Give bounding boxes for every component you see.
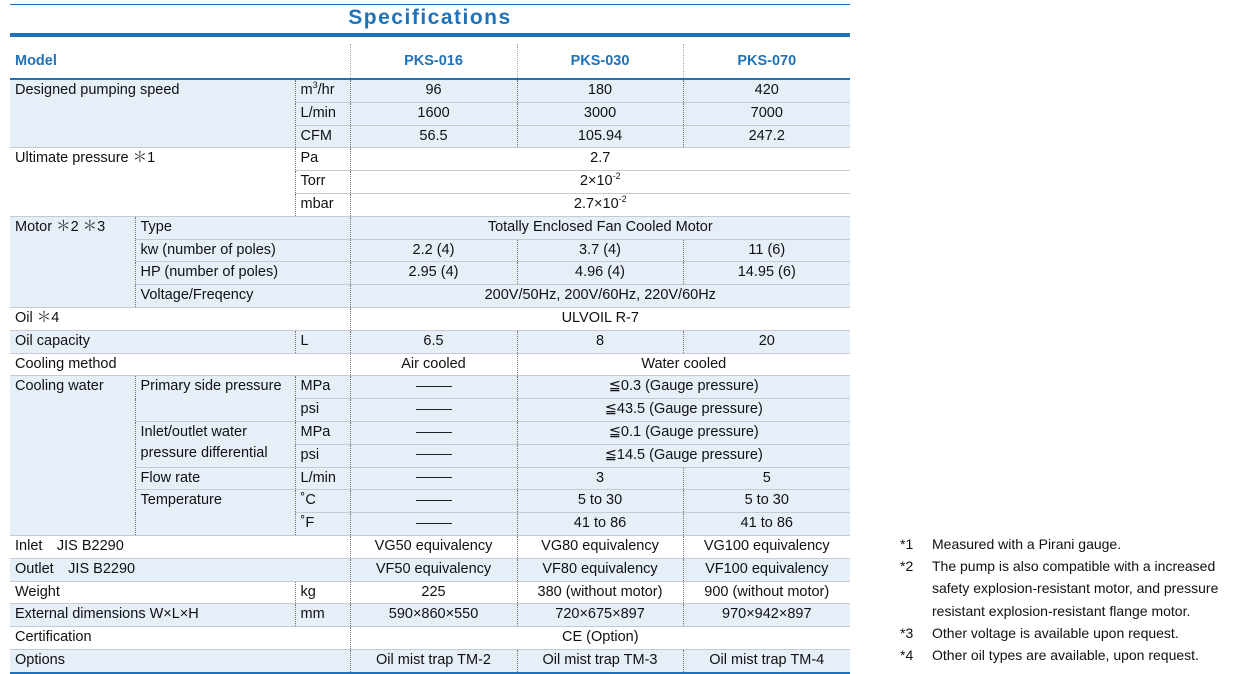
value-cell: Air cooled [350, 353, 517, 376]
footnote-text: Other voltage is available upon request. [932, 624, 1179, 641]
value-cell: ≦0.3 (Gauge pressure) [517, 376, 850, 399]
unit-cell: psi [295, 399, 350, 422]
dash-mark [416, 523, 452, 524]
value-cell: 2.2 (4) [350, 239, 517, 262]
dash-mark [416, 454, 452, 455]
value-cell: 3.7 (4) [517, 239, 683, 262]
value-cell: 590×860×550 [350, 604, 517, 627]
unit-cell: ˚F [295, 513, 350, 536]
row-label-certification: Certification [10, 627, 350, 650]
table-row [10, 490, 850, 513]
footnote-key: *2 [900, 558, 914, 575]
dash-mark [416, 409, 452, 410]
value-cell: 5 [683, 467, 850, 490]
table-row [10, 649, 850, 672]
row-label-inlet: Inlet JIS B2290 [10, 535, 350, 558]
unit-cell: $m^3/hr$ [295, 79, 350, 102]
table-row [10, 558, 850, 581]
sub-label: kw (number of poles) [135, 239, 350, 262]
value-cell: 96 [350, 79, 517, 102]
row-label-external-dimensions: External dimensions W×L×H [10, 604, 295, 627]
footnote-key: *3 [900, 624, 914, 641]
value-cell: 8 [517, 330, 683, 353]
value-cell: 900 (without motor) [683, 581, 850, 604]
dash-mark [416, 477, 452, 478]
value-cell: 105.94 [517, 125, 683, 148]
table-row [10, 581, 850, 604]
sub-label: Primary side pressure [135, 376, 295, 422]
value-cell: 2.95 (4) [350, 262, 517, 285]
row-label-oil: Oil ＊4 [10, 307, 350, 330]
dash-cell [350, 376, 517, 399]
value-cell: 420 [683, 79, 850, 102]
dash-mark [416, 500, 452, 501]
value-cell: VF50 equivalency [350, 558, 517, 581]
unit-cell: mm [295, 604, 350, 627]
unit-cell: CFM [295, 125, 350, 148]
footnote-key: *4 [900, 647, 914, 664]
title-top-rule [10, 4, 850, 5]
value-cell: Water cooled [517, 353, 850, 376]
row-label-ultimate-pressure: Ultimate pressure ＊1 [10, 148, 295, 216]
value-cell: 3 [517, 467, 683, 490]
table-row [10, 262, 850, 285]
sub-label: Type [135, 216, 350, 239]
spec-table [10, 44, 850, 674]
value-cell: 247.2 [683, 125, 850, 148]
value-cell: 56.5 [350, 125, 517, 148]
value-cell: VG80 equivalency [517, 535, 683, 558]
footnote-text: The pump is also compatible with a increased safety explosion-resistant motor, and pressure resistant explosion-resistant flange motor. [932, 558, 1219, 619]
value-cell: 5 to 30 [517, 490, 683, 513]
value-cell: 4.96 (4) [517, 262, 683, 285]
unit-cell: mbar [295, 193, 350, 216]
row-label-oil-capacity: Oil capacity [10, 330, 295, 353]
value-cell: 11 (6) [683, 239, 850, 262]
footnote-key: *1 [900, 536, 914, 552]
dash-cell [350, 421, 517, 444]
table-row [10, 239, 850, 262]
value-cell: Oil mist trap TM-4 [683, 649, 850, 672]
unit-cell: L/min [295, 467, 350, 490]
sub-label: Flow rate [135, 467, 295, 490]
row-label-pumping-speed: Designed pumping speed [10, 79, 295, 148]
value-cell: 6.5 [350, 330, 517, 353]
table-row [10, 148, 850, 171]
title-bottom-rule [10, 33, 850, 37]
table-row [10, 330, 850, 353]
table-row [10, 421, 850, 444]
value-cell: Totally Enclosed Fan Cooled Motor [350, 216, 850, 239]
dash-cell [350, 467, 517, 490]
dash-mark [416, 386, 452, 387]
sub-label: Voltage/Freqency [135, 285, 350, 308]
unit-cell: L/min [295, 102, 350, 125]
value-cell: 970×942×897 [683, 604, 850, 627]
value-cell: VF80 equivalency [517, 558, 683, 581]
value-cell: VG100 equivalency [683, 535, 850, 558]
value-cell: 41 to 86 [517, 513, 683, 536]
value-cell: 3000 [517, 102, 683, 125]
unit-cell: Pa [295, 148, 350, 171]
table-row [10, 535, 850, 558]
sub-label: HP (number of poles) [135, 262, 350, 285]
page-title: Specifications [348, 6, 512, 29]
dash-cell [350, 444, 517, 467]
header-row [10, 44, 850, 79]
table-row [10, 376, 850, 399]
value-cell: 720×675×897 [517, 604, 683, 627]
footnote-text: Other oil types are available, upon request. [932, 647, 1199, 664]
header-model: Model [10, 44, 350, 79]
footnote [900, 644, 1234, 666]
sub-label: Inlet/outlet water pressure differential [135, 421, 295, 467]
value-cell: 1600 [350, 102, 517, 125]
table-row [10, 604, 850, 627]
dash-cell [350, 490, 517, 513]
unit-cell: kg [295, 581, 350, 604]
footnotes [900, 533, 1234, 666]
value-cell: Oil mist trap TM-2 [350, 649, 517, 672]
dash-cell [350, 399, 517, 422]
dash-mark [416, 432, 452, 433]
table-row [10, 79, 850, 102]
dash-cell [350, 513, 517, 536]
row-label-weight: Weight [10, 581, 295, 604]
row-label-cooling-method: Cooling method [10, 353, 350, 376]
value-cell: 380 (without motor) [517, 581, 683, 604]
value-cell: 20 [683, 330, 850, 353]
header-col-2: PKS-030 [517, 44, 683, 79]
header-col-3: PKS-070 [683, 44, 850, 79]
header-col-1: PKS-016 [350, 44, 517, 79]
table-row [10, 216, 850, 239]
unit-cell: MPa [295, 376, 350, 399]
table-row [10, 353, 850, 376]
row-label-outlet: Outlet JIS B2290 [10, 558, 350, 581]
unit-cell: ˚C [295, 490, 350, 513]
table-row [10, 285, 850, 308]
sub-label: Temperature [135, 490, 295, 536]
footnote-text: Measured with a Pirani gauge. [932, 536, 1122, 552]
value-cell: ≦14.5 (Gauge pressure) [517, 444, 850, 467]
value-cell: CE (Option) [350, 627, 850, 650]
value-cell: 180 [517, 79, 683, 102]
value-cell: ≦43.5 (Gauge pressure) [517, 399, 850, 422]
value-cell: 7000 [683, 102, 850, 125]
value-cell: 5 to 30 [683, 490, 850, 513]
value-cell: 200V/50Hz, 200V/60Hz, 220V/60Hz [350, 285, 850, 308]
footnote [900, 622, 1234, 644]
unit-cell: Torr [295, 171, 350, 194]
value-cell: VG50 equivalency [350, 535, 517, 558]
value-cell: Oil mist trap TM-3 [517, 649, 683, 672]
table-row [10, 467, 850, 490]
table-row [10, 627, 850, 650]
footnote [900, 533, 1234, 555]
row-label-motor: Motor ＊2 ＊3 [10, 216, 135, 307]
value-cell: $2.7\times 10^{-2}$ [350, 193, 850, 216]
value-cell: ≦0.1 (Gauge pressure) [517, 421, 850, 444]
unit-cell: psi [295, 444, 350, 467]
table-row [10, 307, 850, 330]
value-cell: 225 [350, 581, 517, 604]
value-cell: $2\times 10^{-2}$ [350, 171, 850, 194]
value-cell: 14.95 (6) [683, 262, 850, 285]
value-cell: 2.7 [350, 148, 850, 171]
value-cell: ULVOIL R-7 [350, 307, 850, 330]
unit-cell: MPa [295, 421, 350, 444]
row-label-options: Options [10, 649, 350, 672]
value-cell: VF100 equivalency [683, 558, 850, 581]
footnote [900, 555, 1234, 622]
unit-cell: L [295, 330, 350, 353]
value-cell: 41 to 86 [683, 513, 850, 536]
row-label-cooling-water: Cooling water [10, 376, 135, 536]
